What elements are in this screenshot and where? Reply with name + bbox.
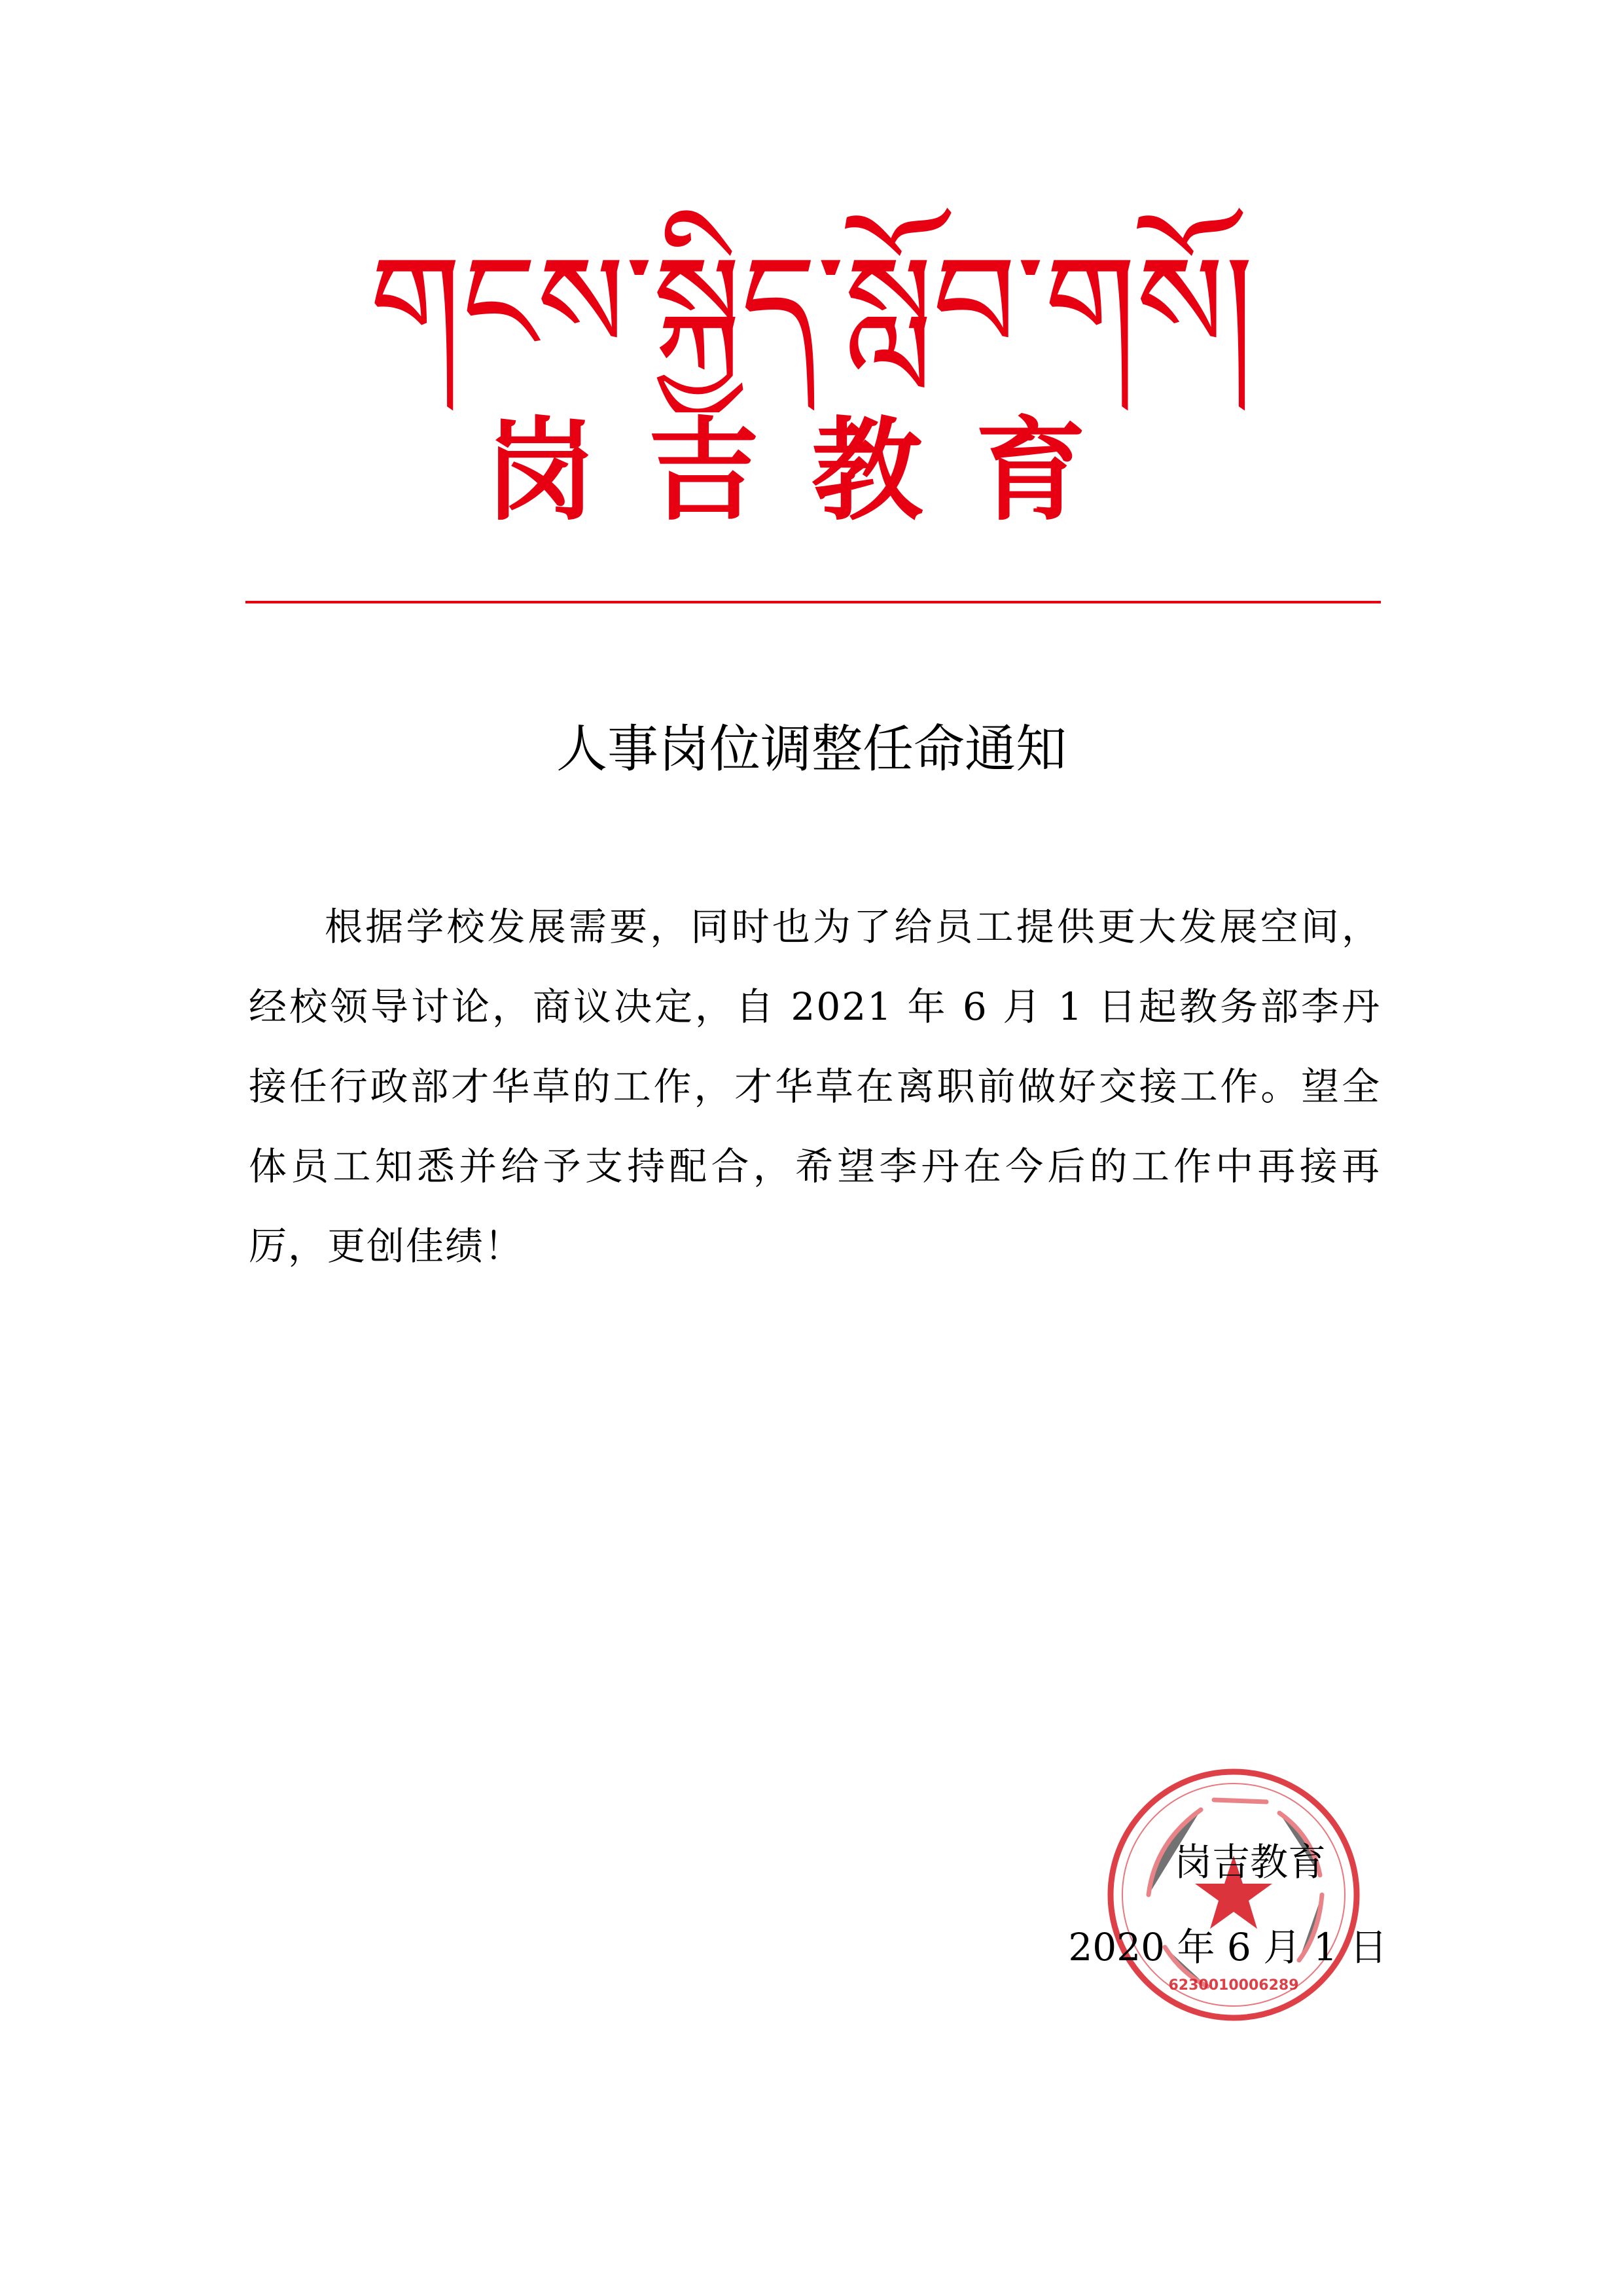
seal-number: 6230010006289: [1168, 1977, 1299, 1994]
notice-body: 根据学校发展需要，同时也为了给员工提供更大发展空间，经校领导讨论，商议决定，自 2021 年 6 月 1 日起教务部李丹接任行政部才华草的工作，才华草在离职前做好交接工作。望全体员工知悉并给予支持配合，希望李丹在今后的工作中再接再厉，更创佳绩！: [249, 905, 1381, 1268]
letterhead-tibetan: གངས་སྐྱིད་སློབ་གསོ།: [369, 228, 1254, 380]
signature-date: 2020 年 6 月 1 日: [1068, 1925, 1387, 1969]
signature-organization: 岗吉教育: [1173, 1840, 1326, 1884]
letterhead-chinese: 岗吉教育: [484, 406, 1139, 536]
seal-script-stroke: [1214, 1800, 1266, 1802]
official-seal: [1103, 1764, 1364, 2026]
notice-title: 人事岗位调整任命通知: [556, 720, 1067, 779]
letterhead-divider: [245, 601, 1381, 603]
